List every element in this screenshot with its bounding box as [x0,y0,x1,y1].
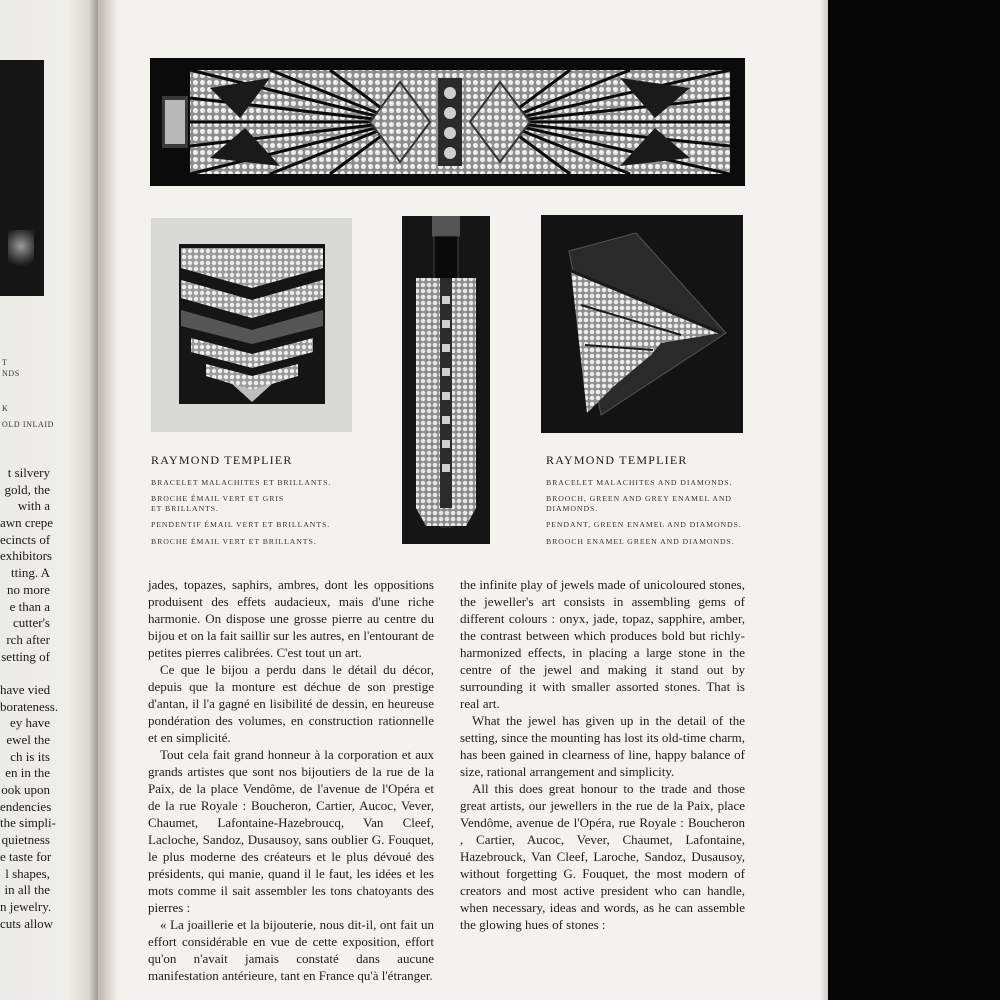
french-paragraph: jades, topazes, saphirs, ambres, dont les oppositions produisent des effets audacieux, mais d'une riche harmonie. On dispose une grosse pierre au centre du bijou et on la fait saillir sur les autres, en l'entourant de petites pierres calibrées. C'est tout un art. [148,577,434,660]
triangular-brooch-photo [541,215,743,433]
left-page-text-line: the simpli- [0,815,56,831]
left-caption-line: T [2,358,8,367]
left-page-text [0,465,59,932]
left-page-text-line: l shapes, [5,865,50,881]
french-paragraph: « La joaillerie et la bijouterie, nous dit-il, ont fait un effort considérable en vue de cette exposition, effort qu'on n'avait jamais constaté dans aucune manifestation antérieure, tant en France qu'à l'étranger. [148,917,434,983]
left-page-text-line: cutter's [13,615,50,631]
left-caption-item: PENDENTIF ÉMAIL VERT ET BRILLANTS. [151,520,331,529]
english-text-column [460,576,745,933]
left-page-text-line: t silvery [7,465,50,480]
right-caption-item: BROOCH ENAMEL GREEN AND DIAMONDS. [546,537,735,546]
left-page-text-line: exhibitors [0,548,52,564]
left-page-text-line: quietness [1,832,50,848]
left-page-text-line: setting of [1,648,50,664]
left-page-text-line: awn crepe [0,515,54,531]
left-facing-page [0,0,98,1000]
left-caption-heading: RAYMOND TEMPLIER [151,453,293,467]
left-page-text-line: with a [17,498,50,514]
right-caption-item: PENDANT, GREEN ENAMEL AND DIAMONDS. [546,520,742,529]
french-text-column [148,576,434,984]
left-page-text-line: ey have [9,715,50,731]
page-edge [820,0,828,1000]
french-paragraph: Tout cela fait grand honneur à la corporation et aux grands artistes que sont nos bijoutiers de la rue de la Paix, de la place Vendôme, de l'avenue de l'Opéra et de la rue Royale : Boucheron, Cartier, Aucoc, Vever, Chaumet, Lafontaine-Hazebroucq, Van Cleef, Lacloche, Sandoz, Dusausoy, sans oublier G. Fouquet, le plus moderne des créateurs et le plus dévoué des présidents, qui manie, quand il le faut, les idées et les mots comme il sait assembler les tons chatoyants des pierres : [148,747,434,915]
english-paragraph: All this does great honour to the trade and those great artists, our jewellers in the rue de la Paix, place Vendôme, avenue de l'Opéra, rue Royale : Boucheron , Cartier, Aucoc, Vever, Chaumet, Lafontaine, Hazebrouck, Van Cleef, Laroche, Sandoz, Dusausoy, without forgetting G. Fouquet, the most modern of creators and most active president who can handle, when necessary, ideas and words, as he can assemble the glowing hues of stones : [460,781,745,932]
left-caption-item: BROCHE ÉMAIL VERT ET GRIS ET BRILLANTS. [151,494,285,513]
pendant-illustration [402,216,490,544]
left-caption-line: NDS [2,369,20,378]
left-page-text-line: ch is its [10,748,50,764]
left-page-text-line: ewel the [6,732,50,747]
left-caption-item: BROCHE ÉMAIL VERT ET BRILLANTS. [151,537,317,546]
left-page-text-line [0,665,50,682]
right-caption-heading: RAYMOND TEMPLIER [546,453,688,467]
left-page-text-line: n jewelry. [0,898,52,914]
english-paragraph: the infinite play of jewels made of unicoloured stones, the jeweller's art consists in assembling gems of different colours : onyx, jade, topaz, sapphire, amber, the contrast between which produces bold but richly-harmonized effects, in placing a large stone in the centre of the jewel and making it stand out by surrounding it with smaller assorted stones. That is real art. [460,577,745,711]
bracelet-illustration [150,58,745,186]
left-page-text-line: ook upon [1,782,50,798]
right-caption-item: BRACELET MALACHITES AND DIAMONDS. [546,478,733,487]
left-page-text-line: no more [7,581,50,597]
left-page-text-line: ecincts of [0,531,51,547]
left-page-text-line: en in the [5,765,50,781]
book-gutter [88,0,118,1000]
left-page-text-line: endencies [0,798,52,814]
right-caption-item: BROOCH, GREEN AND GREY ENAMEL AND DIAMONDS. [546,494,732,513]
left-page-text-line: e than a [9,598,50,614]
left-page-text-line: tting. A [10,565,50,581]
english-paragraph: What the jewel has given up in the detail of the setting, since the mounting has lost its old-time charm, has been gained in clearness of line, happy balance of size, rational arrangement and simplicity. [460,713,745,779]
left-page-text-line: rch after [6,631,50,647]
square-brooch-illustration [151,218,352,432]
left-caption-item: BRACELET MALACHITES ET BRILLANTS. [151,478,332,487]
left-caption-line: OLD INLAID [2,420,54,429]
left-caption-line: K [2,404,9,413]
left-page-text-line: borateness. [0,698,59,714]
square-brooch-photo [151,218,352,432]
left-page-text-line: e taste for [0,848,52,864]
pendant-photo [402,216,490,544]
left-page-photo [0,60,44,296]
background-black [828,0,1000,1000]
left-page-text-line: cuts allow [0,915,54,931]
triangular-brooch-illustration [541,215,743,433]
left-page-text-line: gold, the [4,481,50,497]
left-page-text-line: in all the [4,882,50,898]
french-paragraph: Ce que le bijou a perdu dans le détail du décor, depuis que la monture est déchue de son prestige d'antan, il l'a gagné en lisibilité de dessin, en heureuse pondération des volumes, en construction rationnelle et en simplicité. [148,662,434,745]
bracelet-photo [150,58,745,186]
left-page-text-line: have vied [0,681,51,697]
